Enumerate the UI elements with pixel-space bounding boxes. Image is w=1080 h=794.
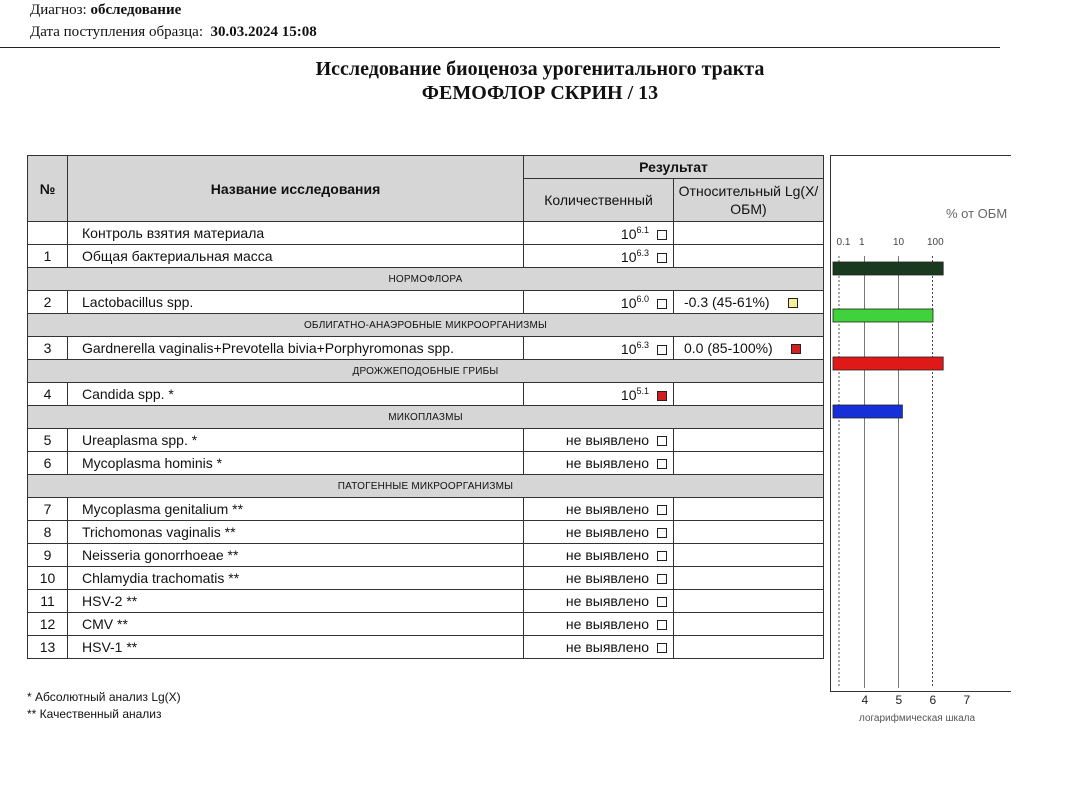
row-num: 3 [28, 337, 68, 360]
top-scale-label: 100 [927, 237, 944, 248]
bar-4 [833, 405, 902, 418]
row-rel [674, 567, 824, 590]
section-normoflora: НОРМОФЛОРА [28, 268, 824, 291]
row-name: Общая бактериальная масса [68, 245, 524, 268]
row-num: 4 [28, 383, 68, 406]
qty-text: не выявлено [565, 570, 649, 586]
row-rel [674, 590, 824, 613]
row-rel [674, 521, 824, 544]
checkbox-icon [657, 459, 667, 469]
row-num: 2 [28, 291, 68, 314]
row-num [28, 222, 68, 245]
x-tick-label: 7 [963, 693, 971, 707]
row-num: 12 [28, 613, 68, 636]
row-qty [524, 452, 674, 475]
chart-svg [831, 156, 1011, 726]
section-row [28, 475, 824, 498]
row-rel [674, 636, 824, 659]
bar-3 [833, 357, 943, 370]
row-name: Lactobacillus spp. [68, 291, 524, 314]
row-qty [524, 636, 674, 659]
status-yellow-icon [788, 298, 798, 308]
row-qty [524, 567, 674, 590]
table-row [28, 636, 824, 659]
row-rel [674, 498, 824, 521]
qty-exp: 6.3 [636, 247, 649, 258]
rel-value: 0.0 (85-100%) [684, 340, 773, 356]
row-qty [524, 613, 674, 636]
section-row [28, 360, 824, 383]
table-row [28, 452, 824, 475]
qty-text: не выявлено [565, 501, 649, 517]
row-qty [524, 544, 674, 567]
diagnosis-line [30, 2, 181, 19]
top-scale-label: 1 [859, 237, 865, 248]
diagnosis-label: Диагноз: [30, 2, 87, 18]
row-rel [674, 613, 824, 636]
row-num: 1 [28, 245, 68, 268]
row-rel [674, 429, 824, 452]
row-rel [674, 544, 824, 567]
checkbox-icon [657, 528, 667, 538]
row-rel [674, 452, 824, 475]
section-row [28, 314, 824, 337]
footnote-qualitative: ** Качественный анализ [27, 707, 162, 721]
row-name: HSV-1 ** [68, 636, 524, 659]
row-num: 6 [28, 452, 68, 475]
qty-text: не выявлено [565, 524, 649, 540]
log-scale-chart [830, 155, 1011, 724]
diagnosis-value: обследование [90, 2, 182, 18]
x-tick-label: 4 [861, 693, 869, 707]
x-tick-label: 5 [895, 693, 903, 707]
row-qty [524, 245, 674, 268]
row-num: 13 [28, 636, 68, 659]
row-qty [524, 383, 674, 406]
row-num: 10 [28, 567, 68, 590]
date-label: Дата поступления образца: [30, 24, 204, 40]
col-name-header: Название исследования [68, 156, 524, 222]
table-row [28, 291, 824, 314]
row-num: 11 [28, 590, 68, 613]
row-name: Mycoplasma hominis * [68, 452, 524, 475]
date-value: 30.03.2024 15:08 [210, 24, 317, 40]
qty-text: не выявлено [565, 547, 649, 563]
row-num: 8 [28, 521, 68, 544]
row-name: CMV ** [68, 613, 524, 636]
row-qty [524, 222, 674, 245]
table-row [28, 498, 824, 521]
x-tick-label: 6 [929, 693, 937, 707]
checkbox-icon [657, 345, 667, 355]
top-scale-label: 10 [893, 237, 905, 248]
col-num-header: № [28, 156, 68, 222]
section-pathogens: ПАТОГЕННЫЕ МИКРООРГАНИЗМЫ [28, 475, 824, 498]
qty-text: не выявлено [565, 639, 649, 655]
col-qty-header: Количественный [524, 179, 674, 222]
row-name: Trichomonas vaginalis ** [68, 521, 524, 544]
header-divider [0, 47, 1000, 48]
checkbox-icon [657, 230, 667, 240]
checkbox-icon [657, 574, 667, 584]
date-line [30, 24, 317, 41]
row-qty [524, 291, 674, 314]
table-row [28, 245, 824, 268]
checkbox-icon [657, 551, 667, 561]
row-qty [524, 429, 674, 452]
row-rel [674, 222, 824, 245]
table-row [28, 544, 824, 567]
checkbox-icon [657, 643, 667, 653]
qty-base: 10 [620, 340, 637, 357]
table-row [28, 613, 824, 636]
qty-base: 10 [620, 225, 637, 242]
col-result-header: Результат [524, 156, 824, 179]
section-row [28, 268, 824, 291]
row-name: HSV-2 ** [68, 590, 524, 613]
row-rel [674, 291, 824, 314]
section-row [28, 406, 824, 429]
row-num: 5 [28, 429, 68, 452]
row-name: Контроль взятия материала [68, 222, 524, 245]
checkbox-icon [657, 436, 667, 446]
checkbox-icon [657, 253, 667, 263]
table-row [28, 521, 824, 544]
footnote-absolute: * Абсолютный анализ Lg(X) [27, 690, 181, 704]
row-rel [674, 337, 824, 360]
col-rel-header: Относительный Lg(X/ОБМ) [674, 179, 824, 222]
row-qty [524, 590, 674, 613]
table-row [28, 383, 824, 406]
row-name: Ureaplasma spp. * [68, 429, 524, 452]
qty-exp: 6.3 [636, 339, 649, 350]
qty-base: 10 [620, 248, 637, 265]
qty-exp: 5.1 [636, 385, 649, 396]
table-row [28, 590, 824, 613]
status-red-icon [791, 344, 801, 354]
row-name: Neisseria gonorrhoeae ** [68, 544, 524, 567]
checkbox-icon [657, 597, 667, 607]
row-qty [524, 521, 674, 544]
status-red-icon [657, 391, 667, 401]
section-anaerobes: ОБЛИГАТНО-АНАЭРОБНЫЕ МИКРООРГАНИЗМЫ [28, 314, 824, 337]
row-name: Candida spp. * [68, 383, 524, 406]
qty-text: не выявлено [565, 616, 649, 632]
row-name: Mycoplasma genitalium ** [68, 498, 524, 521]
rel-value: -0.3 (45-61%) [684, 294, 770, 310]
table-row [28, 567, 824, 590]
row-rel [674, 383, 824, 406]
checkbox-icon [657, 299, 667, 309]
row-qty [524, 498, 674, 521]
chart-title: % от ОБМ [946, 206, 1008, 221]
row-name: Gardnerella vaginalis+Prevotella bivia+Porphyromonas spp. [68, 337, 524, 360]
report-title: Исследование биоценоза урогенитального тракта [315, 58, 765, 80]
x-axis-label: логарифмическая шкала [859, 713, 976, 724]
bar-1 [833, 262, 943, 275]
table-row [28, 337, 824, 360]
bar-2 [833, 309, 933, 322]
qty-base: 10 [620, 294, 637, 311]
section-fungi: ДРОЖЖЕПОДОБНЫЕ ГРИБЫ [28, 360, 824, 383]
qty-text: не выявлено [565, 455, 649, 471]
qty-text: не выявлено [565, 432, 649, 448]
qty-text: не выявлено [565, 593, 649, 609]
row-qty [524, 337, 674, 360]
row-num: 9 [28, 544, 68, 567]
checkbox-icon [657, 505, 667, 515]
qty-base: 10 [620, 386, 637, 403]
section-mycoplasma: МИКОПЛАЗМЫ [28, 406, 824, 429]
table-row [28, 429, 824, 452]
qty-exp: 6.1 [636, 224, 649, 235]
row-num: 7 [28, 498, 68, 521]
table-row [28, 222, 824, 245]
row-rel [674, 245, 824, 268]
qty-exp: 6.0 [636, 293, 649, 304]
report-subtitle: ФЕМОФЛОР СКРИН / 13 [421, 82, 659, 104]
results-table [27, 155, 824, 659]
row-name: Chlamydia trachomatis ** [68, 567, 524, 590]
top-scale-label: 0.1 [836, 237, 851, 248]
checkbox-icon [657, 620, 667, 630]
